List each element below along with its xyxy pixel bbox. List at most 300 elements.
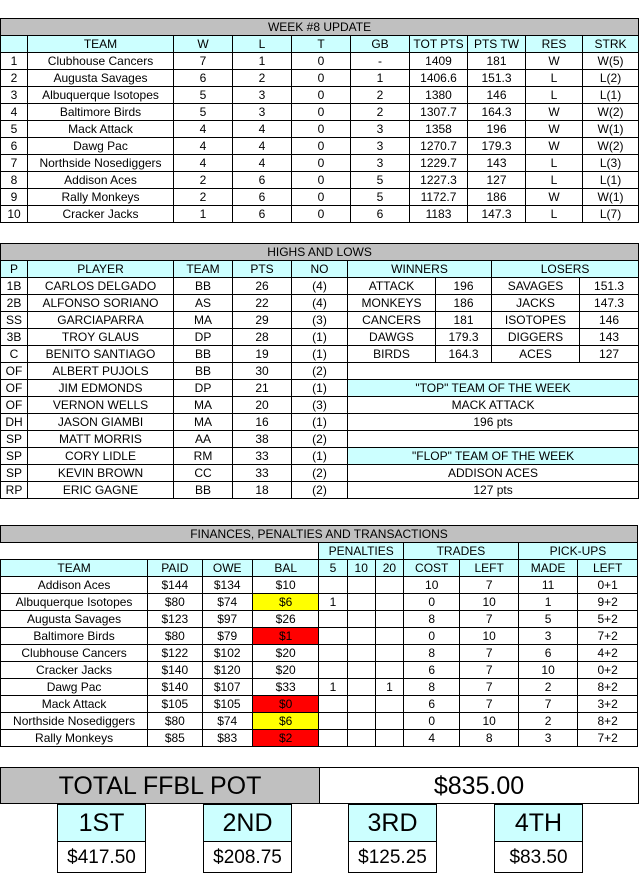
standings-cell-wins: 2 [174, 172, 233, 189]
fin-col-made: MADE [518, 560, 577, 577]
place-1st-amount: $417.50 [67, 847, 136, 868]
standings-cell-strk: W(2) [583, 104, 639, 121]
finances-row [1, 713, 638, 730]
fin-cell-owe: $79 [202, 628, 252, 645]
standings-cell-rank: 8 [1, 172, 28, 189]
player-cell-no: (1) [292, 346, 348, 363]
fin-cell-paid: $123 [148, 611, 202, 628]
fin-cell-pen10 [347, 730, 375, 747]
fin-cell-team: Rally Monkeys [1, 730, 148, 747]
standings-cell-ties: 0 [292, 138, 351, 155]
highs-row [1, 329, 639, 346]
fin-cell-made: 6 [518, 645, 577, 662]
standings-cell-res: L [526, 206, 583, 223]
standings-cell-gb: 1 [351, 70, 410, 87]
standings-row [1, 206, 639, 223]
finances-table [0, 525, 638, 747]
place-4th-amount: $83.50 [509, 847, 568, 868]
player-cell-no: (3) [292, 397, 348, 414]
highs-lows-title: HIGHS AND LOWS [1, 244, 639, 261]
finances-title: FINANCES, PENALTIES AND TRANSACTIONS [1, 526, 638, 543]
group-pickups: PICK-UPS [518, 543, 637, 560]
fin-cell-pen20 [375, 577, 403, 594]
fin-cell-pen20: 1 [375, 679, 403, 696]
standings-cell-losses: 2 [233, 70, 292, 87]
fin-cell-bal: $0 [252, 696, 319, 713]
standings-cell-wins: 4 [174, 121, 233, 138]
fin-cell-pen20 [375, 628, 403, 645]
finances-row [1, 611, 638, 628]
standings-cell-wins: 5 [174, 104, 233, 121]
standings-cell-tot-pts: 1183 [410, 206, 468, 223]
fin-cell-paid: $140 [148, 679, 202, 696]
standings-cell-wins: 4 [174, 155, 233, 172]
fin-cell-pickups-left: 9+2 [578, 594, 638, 611]
player-cell-player: TROY GLAUS [28, 329, 174, 346]
highs-col-pts: PTS [233, 261, 292, 278]
fin-cell-owe: $134 [202, 577, 252, 594]
col-wins: W [174, 36, 233, 53]
place-2nd-amount: $208.75 [213, 847, 282, 868]
fin-cell-pen10 [347, 611, 375, 628]
highs-row [1, 261, 639, 278]
fin-cell-bal: $6 [252, 713, 319, 730]
fin-cell-paid: $105 [148, 696, 202, 713]
standings-cell-tot-pts: 1358 [410, 121, 468, 138]
standings-cell-losses: 4 [233, 121, 292, 138]
standings-cell-pts-tw: 179.3 [468, 138, 526, 155]
fin-cell-bal: $20 [252, 645, 319, 662]
fin-cell-trades-left: 7 [460, 662, 518, 679]
standings-cell-rank: 2 [1, 70, 28, 87]
top-team-name: MACK ATTACK [348, 397, 639, 414]
finances-row [1, 662, 638, 679]
top-team-label: "TOP" TEAM OF THE WEEK [348, 380, 639, 397]
standings-cell-res: L [526, 70, 583, 87]
standings-cell-tot-pts: 1307.7 [410, 104, 468, 121]
finances-header-row [1, 560, 638, 577]
finances-row [1, 679, 638, 696]
highs-lows-table [0, 243, 639, 499]
col-tot-pts: TOT PTS [410, 36, 468, 53]
player-cell-no: (2) [292, 431, 348, 448]
col-pts-tw: PTS TW [468, 36, 526, 53]
player-cell-no: (4) [292, 278, 348, 295]
fin-cell-trades-left: 7 [460, 645, 518, 662]
standings-cell-pts-tw: 196 [468, 121, 526, 138]
fin-col-pen20: 20 [375, 560, 403, 577]
player-cell-pts: 19 [233, 346, 292, 363]
fin-cell-pen5 [319, 730, 347, 747]
fin-cell-team: Northside Nosediggers [1, 713, 148, 730]
place-4th-amount-box [494, 841, 583, 873]
fin-cell-made: 1 [518, 594, 577, 611]
fin-cell-bal: $26 [252, 611, 319, 628]
fin-cell-trades-left: 10 [460, 628, 518, 645]
player-cell-team: RM [174, 448, 233, 465]
fin-cell-made: 5 [518, 611, 577, 628]
fin-cell-team: Augusta Savages [1, 611, 148, 628]
standings-cell-losses: 4 [233, 155, 292, 172]
standings-cell-res: L [526, 172, 583, 189]
fin-cell-cost: 6 [404, 662, 460, 679]
player-cell-no: (4) [292, 295, 348, 312]
standings-cell-gb: 3 [351, 155, 410, 172]
fin-cell-paid: $122 [148, 645, 202, 662]
standings-cell-losses: 6 [233, 189, 292, 206]
fin-cell-paid: $85 [148, 730, 202, 747]
standings-cell-pts-tw: 151.3 [468, 70, 526, 87]
pot-amount-box [319, 767, 639, 804]
standings-cell-team: Albuquerque Isotopes [28, 87, 174, 104]
fin-cell-pen20 [375, 645, 403, 662]
standings-cell-pts-tw: 143 [468, 155, 526, 172]
winners-header: WINNERS [348, 261, 492, 278]
player-cell-no: (1) [292, 414, 348, 431]
fin-cell-trades-left: 7 [460, 696, 518, 713]
player-cell-player: CORY LIDLE [28, 448, 174, 465]
fin-cell-team: Baltimore Birds [1, 628, 148, 645]
standings-cell-rank: 4 [1, 104, 28, 121]
fin-cell-pen5 [319, 645, 347, 662]
fin-cell-cost: 6 [404, 696, 460, 713]
fin-cell-owe: $83 [202, 730, 252, 747]
standings-cell-tot-pts: 1380 [410, 87, 468, 104]
player-cell-team: MA [174, 312, 233, 329]
standings-cell-gb: 5 [351, 172, 410, 189]
fin-col-pickups-left: LEFT [578, 560, 638, 577]
standings-cell-pts-tw: 164.3 [468, 104, 526, 121]
fin-cell-trades-left: 7 [460, 611, 518, 628]
blank-cell [348, 431, 639, 448]
top-team-pts: 196 pts [348, 414, 639, 431]
player-cell-pos: SS [1, 312, 28, 329]
player-cell-player: ERIC GAGNE [28, 482, 174, 499]
fin-cell-pickups-left: 5+2 [578, 611, 638, 628]
player-cell-player: GARCIAPARRA [28, 312, 174, 329]
fin-cell-team: Albuquerque Isotopes [1, 594, 148, 611]
standings-cell-wins: 1 [174, 206, 233, 223]
player-cell-player: CARLOS DELGADO [28, 278, 174, 295]
standings-cell-team: Augusta Savages [28, 70, 174, 87]
standings-cell-gb: - [351, 53, 410, 70]
fin-cell-team: Clubhouse Cancers [1, 645, 148, 662]
loser-pts: 143 [580, 329, 639, 346]
standings-cell-tot-pts: 1229.7 [410, 155, 468, 172]
col-rank [1, 36, 28, 53]
player-cell-player: JIM EDMONDS [28, 380, 174, 397]
fin-cell-trades-left: 8 [460, 730, 518, 747]
player-cell-pts: 33 [233, 465, 292, 482]
standings-cell-pts-tw: 147.3 [468, 206, 526, 223]
fin-cell-pen20 [375, 594, 403, 611]
winner-team: BIRDS [348, 346, 436, 363]
standings-cell-rank: 7 [1, 155, 28, 172]
standings-row [1, 121, 639, 138]
standings-row [1, 70, 639, 87]
col-gb: GB [351, 36, 410, 53]
standings-cell-team: Cracker Jacks [28, 206, 174, 223]
standings-cell-tot-pts: 1406.6 [410, 70, 468, 87]
standings-cell-tot-pts: 1409 [410, 53, 468, 70]
standings-cell-res: L [526, 87, 583, 104]
place-3rd-amount-box [348, 841, 437, 873]
fin-cell-pickups-left: 7+2 [578, 730, 638, 747]
fin-cell-owe: $97 [202, 611, 252, 628]
standings-row [1, 155, 639, 172]
standings-cell-ties: 0 [292, 206, 351, 223]
col-ties: T [292, 36, 351, 53]
col-team: TEAM [28, 36, 174, 53]
fin-cell-pen10 [347, 696, 375, 713]
standings-cell-team: Northside Nosediggers [28, 155, 174, 172]
player-cell-team: MA [174, 397, 233, 414]
fin-cell-cost: 0 [404, 594, 460, 611]
standings-cell-ties: 0 [292, 53, 351, 70]
fin-cell-pen10 [347, 679, 375, 696]
player-cell-pts: 18 [233, 482, 292, 499]
player-cell-pts: 28 [233, 329, 292, 346]
standings-cell-res: W [526, 138, 583, 155]
highs-col-team: TEAM [174, 261, 233, 278]
standings-cell-res: W [526, 121, 583, 138]
finances-row [1, 577, 638, 594]
highs-row [1, 465, 639, 482]
highs-row [1, 278, 639, 295]
place-2nd-amount-box [203, 841, 292, 873]
fin-col-paid: PAID [148, 560, 202, 577]
player-cell-no: (2) [292, 465, 348, 482]
player-cell-pos: OF [1, 397, 28, 414]
fin-col-trades-left: LEFT [460, 560, 518, 577]
player-cell-pts: 22 [233, 295, 292, 312]
standings-cell-tot-pts: 1227.3 [410, 172, 468, 189]
standings-row [1, 172, 639, 189]
highs-row [1, 448, 639, 465]
standings-cell-strk: W(1) [583, 121, 639, 138]
highs-row [1, 312, 639, 329]
standings-cell-res: W [526, 53, 583, 70]
blank-cell [348, 363, 639, 380]
col-strk: STRK [583, 36, 639, 53]
pot-amount: $835.00 [433, 772, 525, 800]
loser-team: JACKS [492, 295, 580, 312]
player-cell-no: (1) [292, 448, 348, 465]
standings-cell-ties: 0 [292, 104, 351, 121]
standings-cell-wins: 2 [174, 189, 233, 206]
group-trades: TRADES [404, 543, 519, 560]
highs-row [1, 397, 639, 414]
fin-cell-bal: $20 [252, 662, 319, 679]
finances-row [1, 628, 638, 645]
standings-cell-strk: L(3) [583, 155, 639, 172]
group-penalties: PENALTIES [319, 543, 404, 560]
player-cell-pts: 21 [233, 380, 292, 397]
standings-cell-strk: L(2) [583, 70, 639, 87]
col-res: RES [526, 36, 583, 53]
pot-label-box [0, 767, 320, 804]
fin-cell-paid: $80 [148, 594, 202, 611]
player-cell-team: CC [174, 465, 233, 482]
standings-cell-pts-tw: 186 [468, 189, 526, 206]
losers-header: LOSERS [492, 261, 639, 278]
player-cell-team: AA [174, 431, 233, 448]
standings-title: WEEK #8 UPDATE [1, 19, 639, 36]
fin-cell-pen5 [319, 696, 347, 713]
winner-pts: 196 [436, 278, 492, 295]
winner-pts: 164.3 [436, 346, 492, 363]
player-cell-team: BB [174, 363, 233, 380]
player-cell-player: BENITO SANTIAGO [28, 346, 174, 363]
player-cell-pts: 33 [233, 448, 292, 465]
highs-row [1, 380, 639, 397]
player-cell-no: (2) [292, 363, 348, 380]
loser-team: SAVAGES [492, 278, 580, 295]
fin-cell-pen5 [319, 628, 347, 645]
player-cell-player: ALBERT PUJOLS [28, 363, 174, 380]
place-4th-label: 4TH [514, 809, 563, 837]
player-cell-pos: OF [1, 380, 28, 397]
player-cell-team: DP [174, 329, 233, 346]
fin-cell-pen10 [347, 577, 375, 594]
standings-cell-team: Clubhouse Cancers [28, 53, 174, 70]
player-cell-pos: RP [1, 482, 28, 499]
loser-pts: 147.3 [580, 295, 639, 312]
standings-cell-pts-tw: 127 [468, 172, 526, 189]
standings-cell-rank: 1 [1, 53, 28, 70]
standings-cell-res: L [526, 155, 583, 172]
standings-cell-tot-pts: 1172.7 [410, 189, 468, 206]
fin-cell-owe: $105 [202, 696, 252, 713]
fin-cell-cost: 8 [404, 645, 460, 662]
player-cell-pos: 3B [1, 329, 28, 346]
fin-cell-paid: $144 [148, 577, 202, 594]
fin-cell-cost: 4 [404, 730, 460, 747]
winner-team: MONKEYS [348, 295, 436, 312]
loser-team: ISOTOPES [492, 312, 580, 329]
standings-cell-rank: 9 [1, 189, 28, 206]
fin-col-pen10: 10 [347, 560, 375, 577]
fin-cell-owe: $102 [202, 645, 252, 662]
finances-row [1, 594, 638, 611]
standings-cell-losses: 4 [233, 138, 292, 155]
fin-cell-paid: $80 [148, 713, 202, 730]
fin-cell-team: Dawg Pac [1, 679, 148, 696]
fin-cell-made: 11 [518, 577, 577, 594]
fin-cell-paid: $80 [148, 628, 202, 645]
fin-cell-made: 10 [518, 662, 577, 679]
place-3rd-box [348, 804, 437, 842]
winner-pts: 186 [436, 295, 492, 312]
fin-cell-owe: $74 [202, 713, 252, 730]
standings-cell-res: W [526, 104, 583, 121]
player-cell-pts: 30 [233, 363, 292, 380]
player-cell-team: MA [174, 414, 233, 431]
fin-cell-pen10 [347, 713, 375, 730]
fin-cell-pen5 [319, 611, 347, 628]
fin-cell-pen5: 1 [319, 594, 347, 611]
place-3rd-amount: $125.25 [358, 847, 427, 868]
fin-cell-team: Cracker Jacks [1, 662, 148, 679]
player-cell-pos: 1B [1, 278, 28, 295]
fin-cell-pen10 [347, 662, 375, 679]
player-cell-no: (1) [292, 380, 348, 397]
standings-cell-losses: 1 [233, 53, 292, 70]
fin-cell-trades-left: 10 [460, 713, 518, 730]
fin-cell-pen5: 1 [319, 679, 347, 696]
fin-cell-trades-left: 7 [460, 577, 518, 594]
standings-table [0, 18, 639, 223]
fin-col-team: TEAM [1, 560, 148, 577]
standings-cell-ties: 0 [292, 87, 351, 104]
player-cell-team: AS [174, 295, 233, 312]
player-cell-player: JASON GIAMBI [28, 414, 174, 431]
standings-cell-losses: 3 [233, 87, 292, 104]
fin-col-pen5: 5 [319, 560, 347, 577]
winner-team: CANCERS [348, 312, 436, 329]
fin-cell-owe: $74 [202, 594, 252, 611]
standings-row [1, 104, 639, 121]
fin-cell-pen10 [347, 628, 375, 645]
fin-cell-pen10 [347, 645, 375, 662]
fin-cell-trades-left: 7 [460, 679, 518, 696]
winner-pts: 181 [436, 312, 492, 329]
finances-row [1, 645, 638, 662]
standings-cell-wins: 4 [174, 138, 233, 155]
standings-cell-gb: 6 [351, 206, 410, 223]
fin-cell-pickups-left: 7+2 [578, 628, 638, 645]
fin-cell-cost: 0 [404, 713, 460, 730]
player-cell-player: ALFONSO SORIANO [28, 295, 174, 312]
finances-row [1, 730, 638, 747]
standings-cell-strk: W(5) [583, 53, 639, 70]
place-2nd-label: 2ND [222, 809, 273, 837]
player-cell-team: DP [174, 380, 233, 397]
flop-team-pts: 127 pts [348, 482, 639, 499]
finances-group-row [1, 543, 638, 560]
player-cell-pts: 26 [233, 278, 292, 295]
fin-cell-bal: $33 [252, 679, 319, 696]
standings-cell-team: Baltimore Birds [28, 104, 174, 121]
player-cell-team: BB [174, 482, 233, 499]
fin-cell-pen5 [319, 662, 347, 679]
standings-cell-losses: 3 [233, 104, 292, 121]
standings-cell-wins: 7 [174, 53, 233, 70]
standings-cell-pts-tw: 146 [468, 87, 526, 104]
standings-cell-gb: 3 [351, 121, 410, 138]
standings-row [1, 138, 639, 155]
player-cell-player: VERNON WELLS [28, 397, 174, 414]
standings-cell-gb: 5 [351, 189, 410, 206]
player-cell-pos: DH [1, 414, 28, 431]
fin-cell-pickups-left: 0+2 [578, 662, 638, 679]
standings-cell-gb: 2 [351, 87, 410, 104]
player-cell-pos: SP [1, 465, 28, 482]
standings-cell-team: Mack Attack [28, 121, 174, 138]
highs-row [1, 482, 639, 499]
standings-cell-ties: 0 [292, 155, 351, 172]
player-cell-team: BB [174, 346, 233, 363]
standings-cell-strk: L(7) [583, 206, 639, 223]
fin-cell-made: 3 [518, 628, 577, 645]
loser-pts: 146 [580, 312, 639, 329]
highs-row [1, 363, 639, 380]
player-cell-pos: SP [1, 448, 28, 465]
fin-cell-pen5 [319, 577, 347, 594]
flop-team-name: ADDISON ACES [348, 465, 639, 482]
highs-col-player: PLAYER [28, 261, 174, 278]
player-cell-no: (2) [292, 482, 348, 499]
